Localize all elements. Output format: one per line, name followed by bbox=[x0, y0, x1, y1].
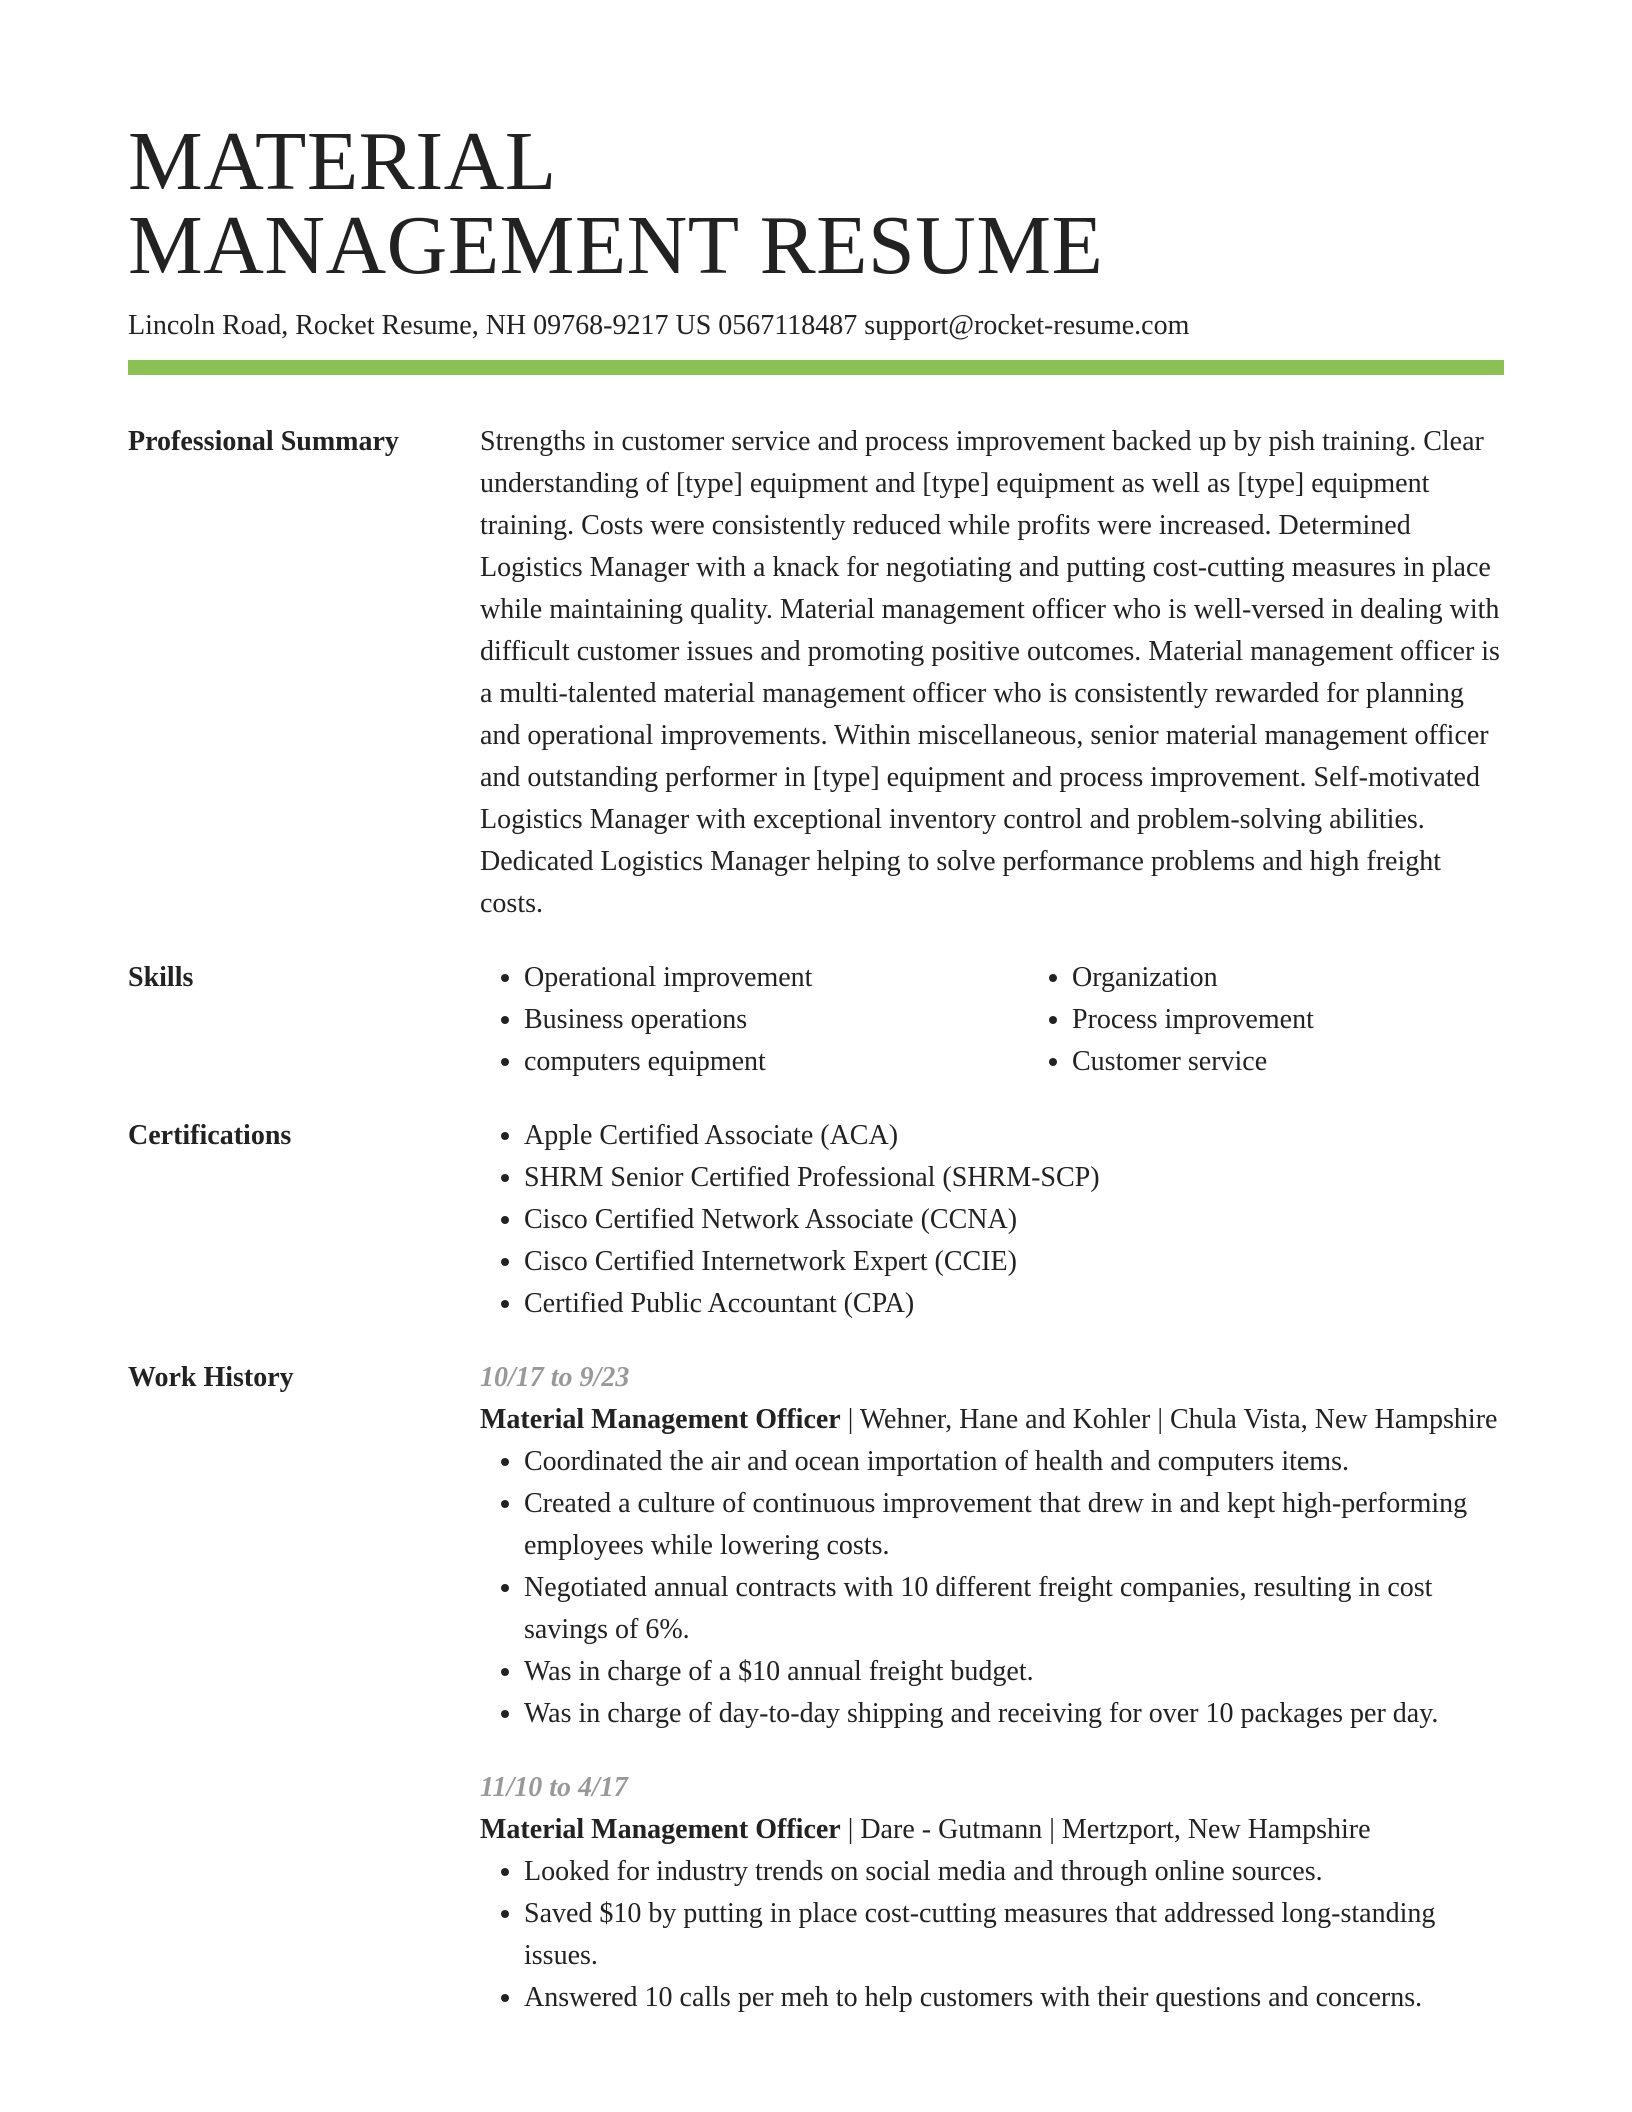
section-body-summary bbox=[480, 421, 1504, 925]
skill-item: • Organization bbox=[1072, 957, 1576, 999]
certification-item: • SHRM Senior Certified Professional (SHRM-SCP) bbox=[524, 1157, 1504, 1199]
job-header bbox=[480, 1809, 1504, 1851]
skills-list bbox=[480, 957, 1576, 1083]
job-duty-item: • Was in charge of a $10 annual freight budget. bbox=[524, 1651, 1504, 1693]
job-title: Material Management Officer bbox=[480, 1814, 841, 1845]
job-header bbox=[480, 1399, 1504, 1441]
skill-item: • Customer service bbox=[1072, 1041, 1576, 1083]
job-duty-item: • Created a culture of continuous improvement that drew in and kept high-performing employees while lowering costs. bbox=[524, 1483, 1504, 1567]
job-entry bbox=[480, 1767, 1504, 2019]
section-label-skills: Skills bbox=[128, 962, 194, 993]
job-duties-list bbox=[480, 1851, 1504, 2019]
professional-summary-section bbox=[128, 421, 1504, 925]
skill-item: • Operational improvement bbox=[524, 957, 1028, 999]
job-duty-item: • Saved $10 by putting in place cost-cutting measures that addressed long-standing issues. bbox=[524, 1893, 1504, 1977]
contact-info: Lincoln Road, Rocket Resume, NH 09768-9217 US 0567118487 support@rocket-resume.com bbox=[128, 310, 1190, 341]
job-duty-item: • Answered 10 calls per meh to help customers with their questions and concerns. bbox=[524, 1977, 1504, 2019]
job-duties-list bbox=[480, 1441, 1504, 1735]
section-label-certifications: Certifications bbox=[128, 1120, 292, 1151]
job-dates: 10/17 to 9/23 bbox=[480, 1362, 630, 1393]
job-duty-item: • Coordinated the air and ocean importation of health and computers items. bbox=[524, 1441, 1504, 1483]
job-duty-item: • Negotiated annual contracts with 10 different freight companies, resulting in cost savings of 6%. bbox=[524, 1567, 1504, 1651]
job-employer-location: | Dare - Gutmann | Mertzport, New Hampshire bbox=[840, 1814, 1371, 1845]
skill-item: • Business operations bbox=[524, 999, 1028, 1041]
section-label-summary: Professional Summary bbox=[128, 426, 399, 457]
certifications-section bbox=[128, 1115, 1504, 1325]
certification-item: • Cisco Certified Network Associate (CCNA) bbox=[524, 1199, 1504, 1241]
job-duty-item: • Looked for industry trends on social media and through online sources. bbox=[524, 1851, 1504, 1893]
certification-item: • Certified Public Accountant (CPA) bbox=[524, 1283, 1504, 1325]
certification-item: • Cisco Certified Internetwork Expert (CCIE) bbox=[524, 1241, 1504, 1283]
job-dates: 11/10 to 4/17 bbox=[480, 1772, 628, 1803]
section-body-work-history bbox=[480, 1357, 1504, 2019]
job-title: Material Management Officer bbox=[480, 1404, 841, 1435]
resume-header bbox=[128, 115, 1504, 375]
resume-title bbox=[128, 115, 1504, 292]
work-history-section bbox=[128, 1357, 1504, 2019]
summary-text: Strengths in customer service and process improvement backed up by pish training. Clear understanding of [type] equipment and [type] equipment as well as [type] equipment training. Costs were consistently reduced while profits were increased. Determined Logistics Manager with a knack for negotiating and putting cost-cutting measures in place while maintaining quality. Material management officer who is well-versed in dealing with difficult customer issues and promoting positive outcomes. Material management officer is a multi-talented material management officer who is consistently rewarded for planning and operational improvements. Within miscellaneous, senior material management officer and outstanding performer in [type] equipment and process improvement. Self-motivated Logistics Manager with exceptional inventory control and problem-solving abilities. Dedicated Logistics Manager helping to solve performance problems and high freight costs. bbox=[480, 426, 1500, 919]
section-label-work-history: Work History bbox=[128, 1362, 294, 1393]
certifications-list bbox=[480, 1115, 1504, 1325]
job-entry bbox=[480, 1357, 1504, 1735]
skill-item: • Process improvement bbox=[1072, 999, 1576, 1041]
certification-item: • Apple Certified Associate (ACA) bbox=[524, 1115, 1504, 1157]
resume-title-line-1: MATERIAL bbox=[128, 115, 557, 208]
resume-page bbox=[128, 115, 1504, 2019]
job-employer-location: | Wehner, Hane and Kohler | Chula Vista, New Hampshire bbox=[840, 1404, 1498, 1435]
skills-column-1 bbox=[480, 957, 1028, 1083]
skills-column-2 bbox=[1028, 957, 1576, 1083]
accent-divider bbox=[128, 360, 1504, 375]
skills-section bbox=[128, 957, 1504, 1083]
resume-title-line-2: MANAGEMENT RESUME bbox=[128, 199, 1104, 292]
skill-item: • computers equipment bbox=[524, 1041, 1028, 1083]
job-duty-item: • Was in charge of day-to-day shipping and receiving for over 10 packages per day. bbox=[524, 1693, 1504, 1735]
section-body-certifications bbox=[480, 1115, 1504, 1325]
